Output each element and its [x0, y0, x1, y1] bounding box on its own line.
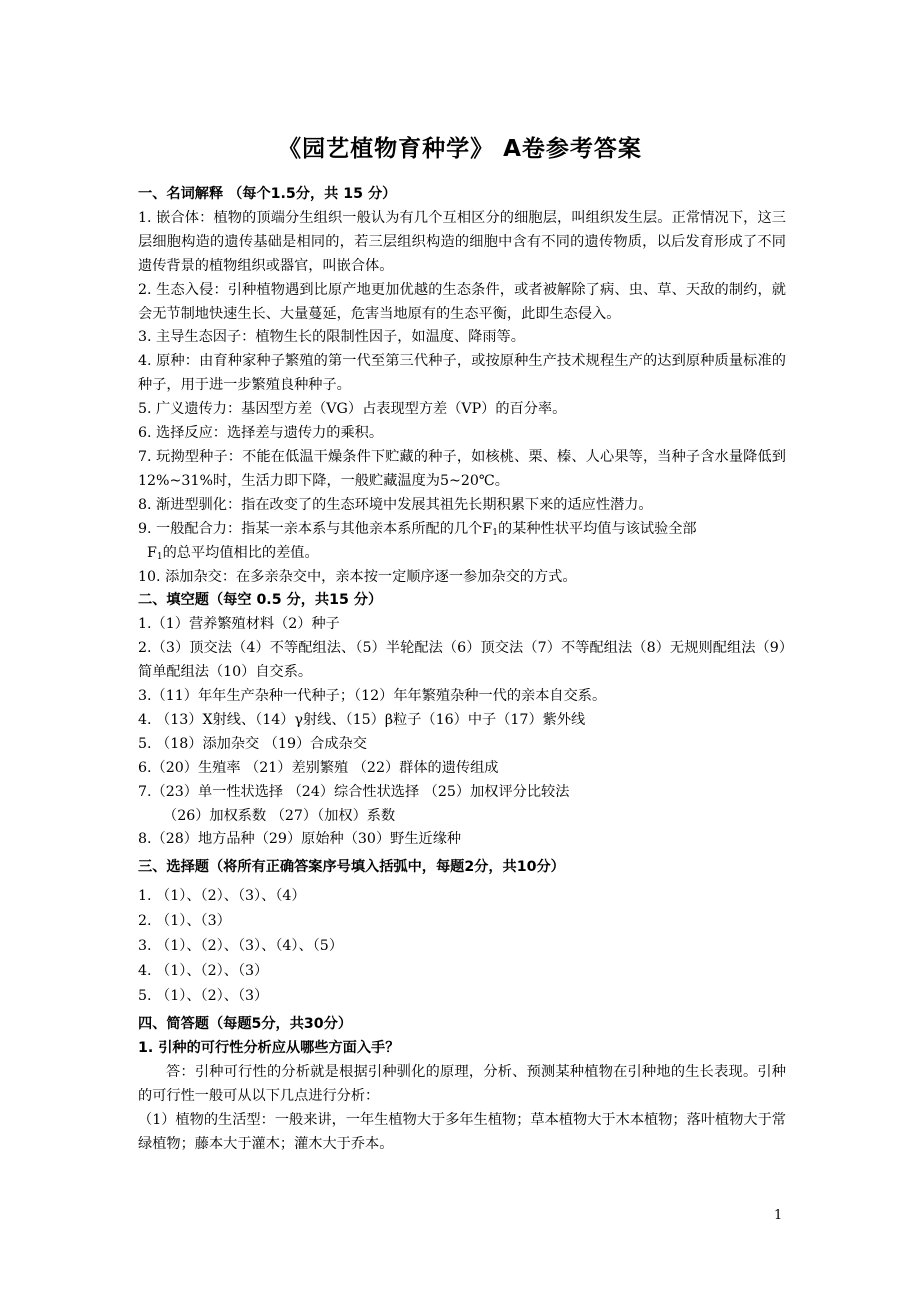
- definition-item: 4. 原种：由育种家种子繁殖的第一代至第三代种子，或按原种生产技术规程生产的达到原种质量标准的种子，用于进一步繁殖良种种子。: [138, 353, 786, 394]
- text-run: 9. 一般配合力：指某一亲本系与其他亲本系所配的几个F: [138, 520, 493, 537]
- choice-item: 2. （1）、（3）: [138, 913, 231, 930]
- fill-blank-item: 7.（23）单一性状选择 （24）综合性状选择 （25）加权评分比较法: [138, 783, 570, 800]
- text-run: 的总平均值相比的差值。: [162, 544, 319, 561]
- fill-blank-item: 2.（3）顶交法（4）不等配组法、（5）半轮配法（6）顶交法（7）不等配组法（8）无规则配组法（9）简单配组法（10）自交系。: [138, 640, 786, 681]
- fill-blank-item: 4. （13）X射线、（14）γ射线、（15）β粒子（16）中子（17）紫外线: [138, 711, 586, 728]
- subscript: 1: [156, 551, 163, 562]
- choice-item: 3. （1）、（2）、（3）、（4）、（5）: [138, 938, 344, 955]
- fill-blank-item: （26）加权系数 （27）（加权）系数: [163, 807, 396, 824]
- definition-item: 1. 嵌合体：植物的顶端分生组织一般认为有几个互相区分的细胞层，叫组织发生层。正常情况下，这三层细胞构造的遗传基础是相同的，若三层组织构造的细胞中含有不同的遗传物质，以后发育形成了不同遗传背景的植物组织或器官，叫嵌合体。: [138, 209, 786, 274]
- definition-item: 2. 生态入侵：引种植物遇到比原产地更加优越的生态条件，或者被解除了病、虫、草、天敌的制约，就会无节制地快速生长、大量蔓延，危害当地原有的生态平衡，此即生态侵入。: [138, 281, 786, 322]
- section-heading-fill-blank: 二、填空题（每空 0.5 分，共15 分）: [138, 592, 383, 609]
- definition-item: 6. 选择反应：选择差与遗传力的乘积。: [138, 425, 384, 442]
- definition-item-9: [138, 518, 786, 542]
- fill-blank-item: 6.（20）生殖率 （21）差别繁殖 （22）群体的遗传组成: [138, 759, 499, 776]
- section-heading-short-answer: 四、简答题（每题5分，共30分）: [138, 1016, 353, 1033]
- text-run: 的某种性状平均值与该试验全部: [497, 520, 697, 537]
- section-heading-definitions: 一、名词解释 （每个1.5分，共 15 分）: [138, 186, 397, 202]
- subscript: 1: [492, 527, 498, 538]
- definition-item: 8. 渐进型驯化：指在改变了的生态环境中发展其祖先长期积累下来的适应性潜力。: [138, 496, 653, 513]
- choice-item: 4. （1）、（2）、（3）: [138, 963, 269, 980]
- definition-item: 5. 广义遗传力：基因型方差（VG）占表现型方差（VP）的百分率。: [138, 401, 567, 418]
- question-title: 1. 引种的可行性分析应从哪些方面入手？: [138, 1040, 400, 1057]
- definition-item: 3. 主导生态因子：植物生长的限制性因子，如温度、降雨等。: [138, 329, 525, 346]
- choice-item: 1. （1）、（2）、（3）、（4）: [138, 888, 306, 905]
- fill-blank-item: 3.（11）年年生产杂种一代种子；（12）年年繁殖杂种一代的亲本自交系。: [138, 688, 607, 705]
- document-body: [138, 183, 786, 1157]
- definition-item: 10. 添加杂交：在多亲杂交中，亲本按一定顺序逐一参加杂交的方式。: [138, 568, 577, 585]
- section-heading-choice: 三、选择题（将所有正确答案序号填入括弧中，每题2分，共10分）: [138, 859, 565, 876]
- definition-item-9-continued: [138, 542, 786, 566]
- fill-blank-item: 1.（1）营养繁殖材料（2）种子: [138, 616, 340, 633]
- page-number: 1: [774, 1208, 783, 1223]
- document-title: 《园艺植物育种学》 A卷参考答案: [278, 136, 642, 162]
- definition-item: 7. 玩拗型种子：不能在低温干燥条件下贮藏的种子，如核桃、栗、榛、人心果等，当种子含水量降低到12%~31%时，生活力即下降，一般贮藏温度为5~20℃。: [138, 448, 786, 489]
- text-run: F: [147, 544, 157, 561]
- answer-paragraph: 答：引种可行性的分析就是根据引种驯化的原理，分析、预测某种植物在引种地的生长表现。引种的可行性一般可从以下几点进行分析：: [138, 1064, 786, 1104]
- fill-blank-item: 8.（28）地方品种（29）原始种（30）野生近缘种: [138, 831, 462, 848]
- choice-item: 5. （1）、（2）、（3）: [138, 988, 269, 1005]
- fill-blank-item: 5. （18）添加杂交 （19）合成杂交: [138, 735, 367, 752]
- answer-paragraph: （1）植物的生活型：一般来讲，一年生植物大于多年生植物；草本植物大于木本植物；落叶植物大于常绿植物；藤本大于灌木；灌木大于乔本。: [138, 1111, 786, 1152]
